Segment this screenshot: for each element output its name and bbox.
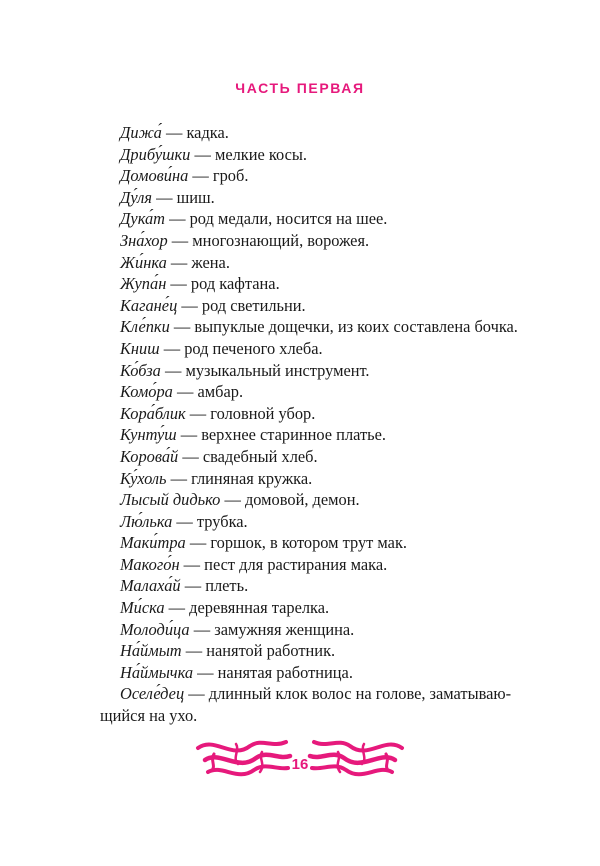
dash-separator: — bbox=[176, 425, 202, 445]
glossary-term: Лысый дидько bbox=[120, 490, 221, 510]
glossary-term: Ку́холь bbox=[120, 468, 167, 488]
glossary-definition: нанятая работница. bbox=[217, 662, 353, 682]
glossary-definition: головной убор. bbox=[210, 403, 316, 423]
glossary-entry bbox=[120, 403, 540, 425]
running-header: ЧАСТЬ ПЕРВАЯ bbox=[235, 80, 365, 96]
glossary-term: Книш bbox=[120, 338, 160, 358]
glossary-definition: длинный клок волос на голове, заматываю- bbox=[208, 684, 512, 704]
glossary-term: Лю́лька bbox=[120, 511, 173, 531]
glossary-entry bbox=[120, 230, 540, 252]
glossary-definition: музыкальный инструмент. bbox=[185, 360, 370, 380]
dash-separator: — bbox=[180, 576, 206, 596]
glossary-term: На́ймыт bbox=[120, 641, 182, 661]
glossary-definition: многознающий, ворожея. bbox=[192, 230, 370, 250]
dash-separator: — bbox=[220, 490, 245, 510]
glossary-term: Ми́ска bbox=[120, 598, 165, 618]
glossary-definition: род медали, носится на шее. bbox=[189, 209, 388, 229]
glossary-term: На́ймычка bbox=[120, 662, 194, 682]
glossary-entry bbox=[120, 122, 540, 144]
glossary-term: Дука́т bbox=[120, 209, 165, 229]
dash-separator: — bbox=[188, 166, 213, 186]
glossary-term: Домови́на bbox=[120, 166, 189, 186]
glossary-term: Ду́ля bbox=[120, 187, 153, 207]
glossary-definition-continuation: щийся на ухо. bbox=[100, 706, 198, 726]
dash-separator: — bbox=[179, 554, 205, 574]
dash-separator: — bbox=[189, 619, 215, 639]
glossary-entry bbox=[120, 446, 540, 468]
glossary-entry bbox=[120, 381, 540, 403]
glossary-definition: шиш. bbox=[176, 187, 215, 207]
dash-separator: — bbox=[184, 684, 209, 704]
dash-separator: — bbox=[185, 403, 211, 423]
dash-separator: — bbox=[166, 252, 192, 272]
glossary-entry bbox=[120, 597, 540, 619]
glossary-definition: нанятой работник. bbox=[206, 641, 336, 661]
dash-separator: — bbox=[165, 209, 190, 229]
glossary-definition: домовой, демон. bbox=[244, 490, 360, 510]
glossary-term: Жи́нка bbox=[120, 252, 167, 272]
glossary-term: Жупа́н bbox=[120, 274, 167, 294]
glossary-term: Макого́н bbox=[120, 554, 180, 574]
glossary-term: Малаха́й bbox=[120, 576, 181, 596]
glossary-entry bbox=[120, 683, 540, 705]
glossary-definition: глиняная кружка. bbox=[191, 468, 313, 488]
glossary-definition: замужняя женщина. bbox=[214, 619, 355, 639]
dash-separator: — bbox=[166, 274, 191, 294]
dash-separator: — bbox=[161, 123, 187, 142]
glossary-entry bbox=[120, 338, 540, 360]
dash-separator: — bbox=[181, 641, 207, 661]
glossary-term: Оселе́дец bbox=[120, 684, 185, 704]
glossary-entry bbox=[120, 640, 540, 662]
glossary-term: Кагане́ц bbox=[120, 295, 178, 315]
glossary-entry bbox=[120, 144, 540, 166]
dash-separator: — bbox=[193, 662, 218, 682]
glossary-entry bbox=[120, 662, 540, 684]
glossary-entry bbox=[120, 489, 540, 511]
glossary-term: Дрибу́шки bbox=[120, 144, 191, 164]
glossary-entry bbox=[120, 295, 540, 317]
glossary-term: Кора́блик bbox=[120, 403, 186, 423]
glossary-definition: выпуклые дощечки, из коих составлена бочка. bbox=[194, 317, 518, 337]
glossary-term: Маки́тра bbox=[120, 533, 186, 553]
glossary-definition: жена. bbox=[191, 252, 230, 272]
dash-separator: — bbox=[166, 468, 192, 488]
dash-separator: — bbox=[159, 338, 185, 358]
glossary-definition: горшок, в котором трут мак. bbox=[210, 533, 408, 553]
dash-separator: — bbox=[172, 511, 197, 531]
glossary-entry bbox=[120, 619, 540, 641]
glossary-entry bbox=[120, 208, 540, 230]
glossary-definition: род светильни. bbox=[201, 295, 306, 315]
dash-separator: — bbox=[190, 144, 215, 164]
glossary-definition: гроб. bbox=[212, 166, 249, 186]
glossary-entry bbox=[120, 511, 540, 533]
glossary-entry bbox=[120, 252, 540, 274]
glossary-entry bbox=[120, 360, 540, 382]
dash-separator: — bbox=[167, 230, 193, 250]
glossary-definition: пест для растирания мака. bbox=[204, 554, 388, 574]
dash-separator: — bbox=[172, 382, 198, 402]
dash-separator: — bbox=[185, 533, 211, 553]
dash-separator: — bbox=[177, 295, 202, 315]
page-number: 16 bbox=[291, 756, 309, 773]
glossary-entry bbox=[120, 316, 540, 338]
glossary-term: Кле́пки bbox=[120, 317, 170, 337]
glossary-definition: амбар. bbox=[197, 382, 244, 402]
glossary-definition: род печеного хлеба. bbox=[184, 338, 323, 358]
glossary-definition: верхнее старинное платье. bbox=[201, 425, 386, 445]
glossary-definition: мелкие косы. bbox=[214, 144, 308, 164]
glossary-term: Кунту́ш bbox=[120, 425, 177, 445]
dash-separator: — bbox=[178, 446, 203, 466]
glossary-definition: деревянная тарелка. bbox=[189, 598, 330, 618]
glossary-term: Комо́ра bbox=[120, 382, 173, 402]
glossary-entry bbox=[120, 273, 540, 295]
glossary-definition: плеть. bbox=[205, 576, 249, 596]
dash-separator: — bbox=[160, 360, 186, 380]
glossary-entry bbox=[120, 468, 540, 490]
glossary-term: Молоди́ца bbox=[120, 619, 190, 639]
glossary-definition: род кафтана. bbox=[190, 274, 280, 294]
glossary-entry bbox=[120, 165, 540, 187]
dash-separator: — bbox=[164, 598, 190, 618]
glossary-entry bbox=[120, 575, 540, 597]
dash-separator: — bbox=[169, 317, 195, 337]
glossary-entry bbox=[120, 554, 540, 576]
dash-separator: — bbox=[152, 187, 177, 207]
glossary-term: Корова́й bbox=[120, 446, 179, 466]
glossary-term: Дижа́ bbox=[120, 123, 162, 142]
glossary-entry bbox=[120, 187, 540, 209]
glossary-definition: свадебный хлеб. bbox=[202, 446, 318, 466]
glossary-definition: кадка. bbox=[186, 123, 229, 142]
glossary-definition: трубка. bbox=[196, 511, 248, 531]
glossary-list bbox=[100, 122, 540, 727]
glossary-entry bbox=[120, 424, 540, 446]
glossary-term: Зна́хор bbox=[120, 230, 168, 250]
glossary-entry bbox=[120, 532, 540, 554]
glossary-term: Ко́бза bbox=[120, 360, 161, 380]
